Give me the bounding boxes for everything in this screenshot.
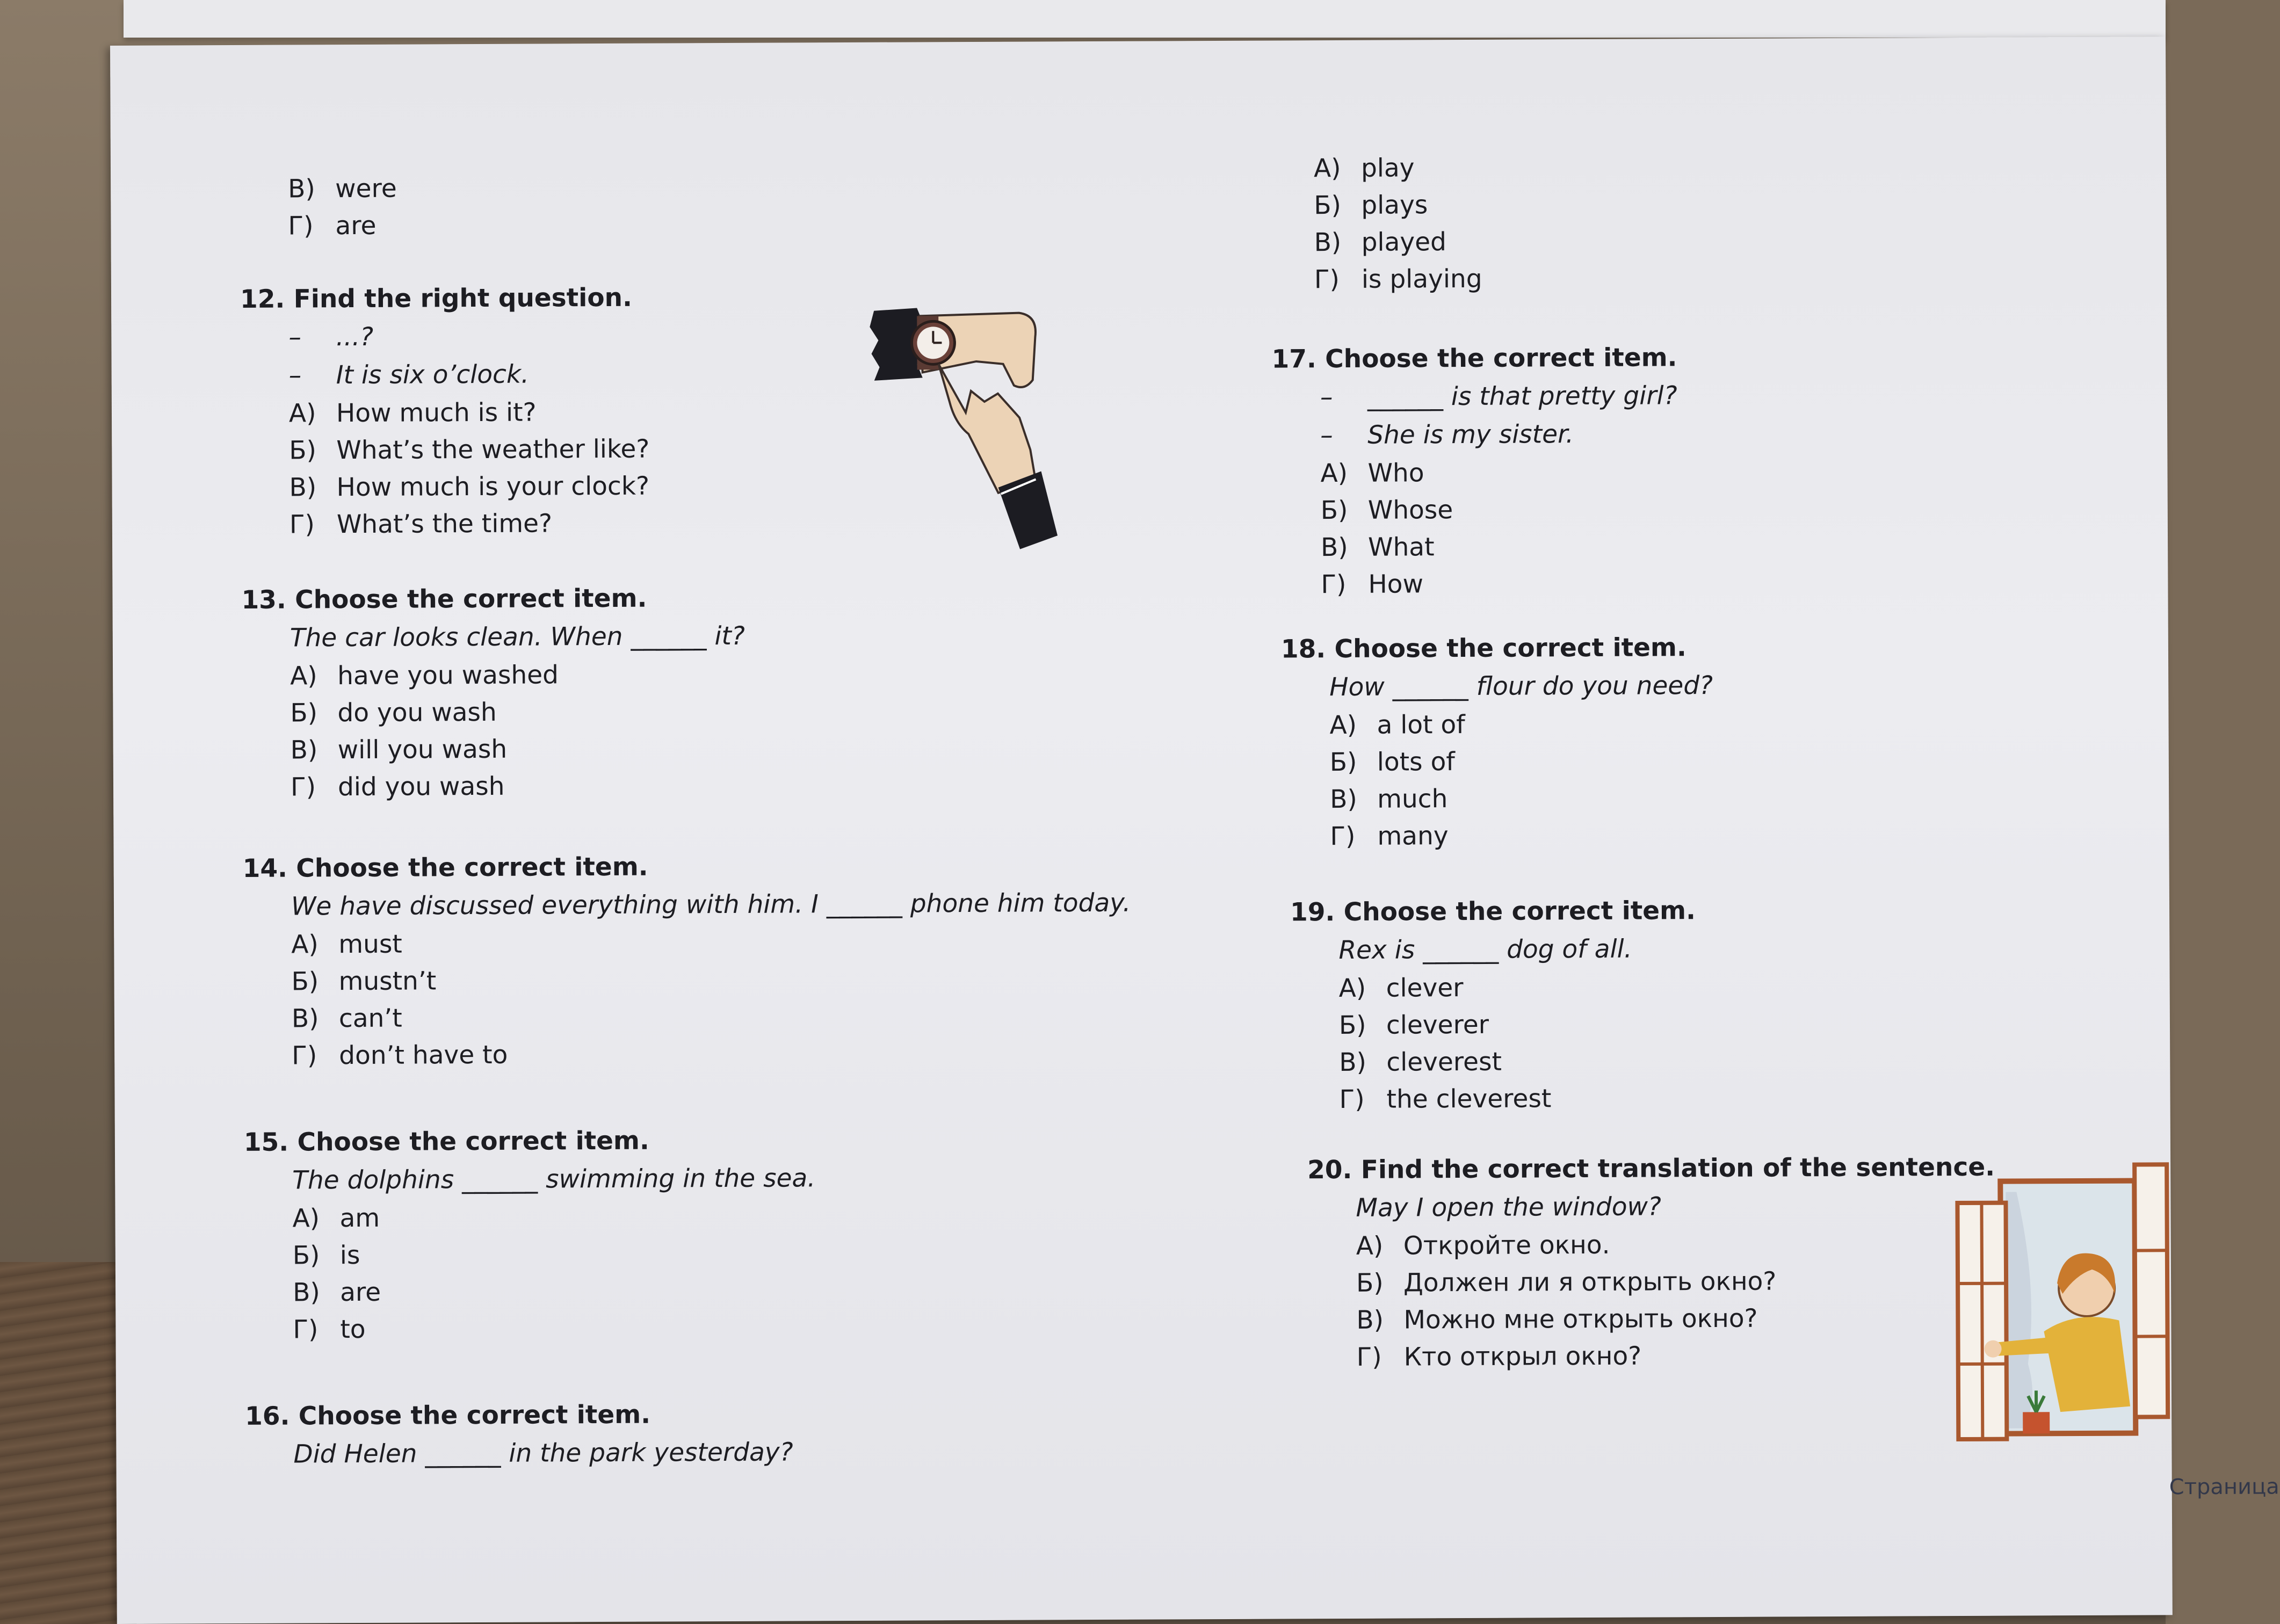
option-b: Б) Whose (1320, 495, 1453, 526)
question-15 (244, 1127, 816, 1354)
option-v: В) are (293, 1277, 381, 1308)
option-v: В) were (288, 173, 397, 204)
question-sentence: Rex is ______ dog of all. (1338, 934, 1632, 966)
option-a: А) Откройте окно. (1356, 1230, 1610, 1261)
option-v: В) can’t (291, 1003, 402, 1034)
option-a: А) How much is it? (288, 397, 537, 429)
option-v: В) will you wash (290, 734, 508, 765)
option-g: Г) Кто открыл окно? (1356, 1341, 1642, 1372)
question-13 (241, 585, 745, 812)
question-16 (245, 1401, 793, 1480)
worksheet-page (110, 37, 2279, 1624)
option-a: А) must (291, 929, 402, 960)
question-sentence: We have discussed everything with him. I ______ phone him today. (291, 888, 1131, 922)
question-sentence: The dolphins ______ swimming in the sea. (292, 1163, 816, 1195)
option-g: Г) is playing (1314, 264, 1482, 295)
question-11-options-tail (288, 173, 397, 251)
question-title: 17. Choose the correct item. (1271, 343, 1677, 374)
option-g: Г) the cleverest (1339, 1084, 1552, 1115)
wooden-table-edge (0, 1262, 124, 1624)
question-18 (1281, 635, 1714, 861)
wristwatch-hand-illustration (842, 256, 1143, 558)
question-sentence: The car looks clean. When ______ it? (289, 621, 745, 653)
question-title: 18. Choose the correct item. (1280, 633, 1687, 664)
question-20 (1307, 1152, 1996, 1382)
option-a: А) clever (1338, 973, 1464, 1004)
question-sentence: Did Helen ______ in the park yesterday? (293, 1437, 793, 1469)
option-b: Б) mustn’t (291, 966, 437, 997)
page-label: Страница (2169, 1474, 2279, 1500)
option-a: А) play (1313, 153, 1415, 184)
option-b: Б) plays (1314, 190, 1428, 221)
option-g: Г) What’s the time? (289, 509, 553, 540)
option-v: В) cleverest (1339, 1047, 1502, 1078)
option-a: А) a lot of (1329, 710, 1465, 741)
dialog-line: – She is my sister. (1320, 419, 1574, 451)
option-a: А) am (292, 1203, 380, 1234)
option-a: А) Who (1320, 458, 1424, 489)
option-v: В) much (1330, 784, 1448, 815)
question-title: 20. Find the correct translation of the sentence. (1307, 1152, 1995, 1185)
question-title: 19. Choose the correct item. (1290, 896, 1696, 927)
option-v: В) played (1314, 227, 1447, 258)
option-v: В) How much is your clock? (289, 471, 650, 503)
option-b: Б) do you wash (290, 697, 497, 728)
open-window-girl-illustration (1946, 1159, 2174, 1471)
question-title: 16. Choose the correct item. (245, 1400, 651, 1431)
option-b: Б) is (292, 1240, 360, 1271)
option-b: Б) What’s the weather like? (289, 434, 650, 466)
question-19 (1290, 898, 1697, 1124)
question-title: 14. Choose the correct item. (242, 852, 648, 883)
option-v: В) Можно мне открыть окно? (1356, 1303, 1758, 1335)
option-g: Г) many (1330, 821, 1449, 852)
question-title: 15. Choose the correct item. (243, 1126, 649, 1157)
option-b: Б) cleverer (1338, 1010, 1489, 1041)
option-b: Б) Должен ли я открыть окно? (1356, 1266, 1777, 1298)
dialog-line: – ...? (288, 322, 374, 352)
question-16-options (1314, 155, 1482, 304)
option-g: Г) are (288, 211, 377, 241)
option-a: А) have you washed (290, 660, 559, 691)
dialog-line: – ______ is that pretty girl? (1320, 381, 1677, 412)
question-17 (1271, 345, 1678, 609)
question-title: 12. Find the right question. (240, 282, 633, 314)
dialog-line: – It is six o’clock. (288, 359, 530, 390)
option-g: Г) did you wash (290, 771, 505, 802)
question-sentence: May I open the window? (1356, 1192, 1662, 1223)
question-sentence: How ______ flour do you need? (1329, 670, 1713, 702)
option-g: Г) How (1321, 569, 1424, 600)
question-12 (240, 282, 650, 549)
question-14 (243, 852, 1132, 1081)
option-b: Б) lots of (1329, 747, 1455, 778)
option-g: Г) don’t have to (292, 1040, 508, 1071)
previous-sheet-edge (124, 0, 2166, 38)
option-g: Г) to (293, 1314, 366, 1345)
option-v: В) What (1320, 532, 1435, 563)
question-title: 13. Choose the correct item. (241, 583, 647, 615)
